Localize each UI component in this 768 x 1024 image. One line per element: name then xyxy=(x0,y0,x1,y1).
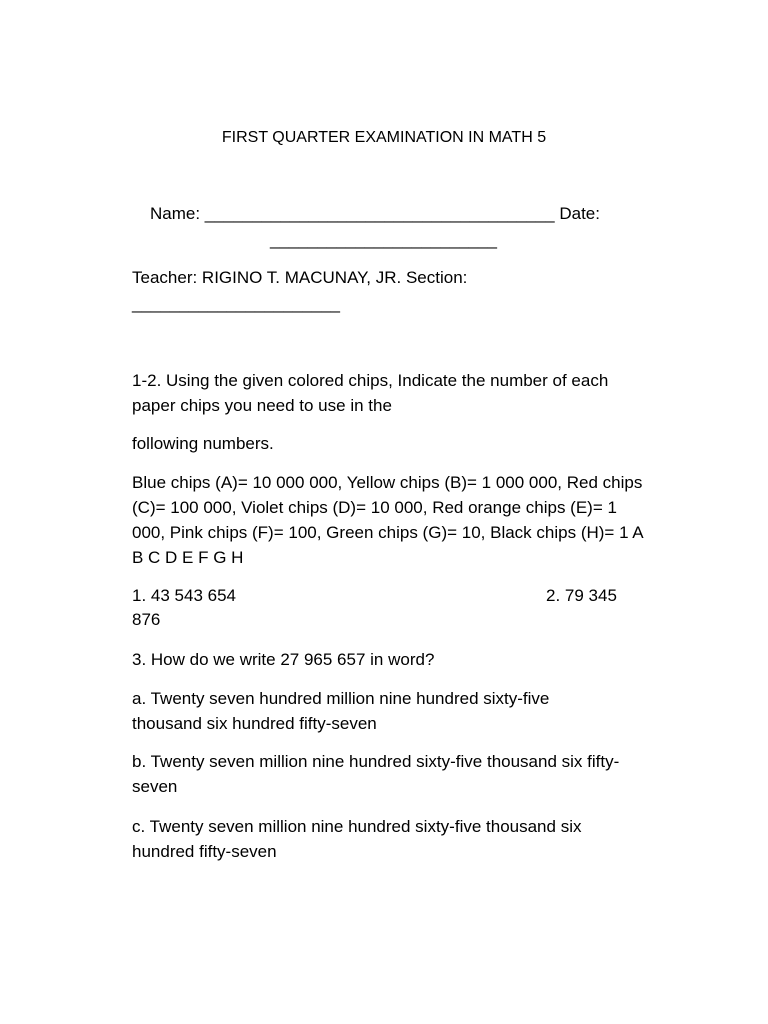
item-2-continued: 876 xyxy=(132,610,161,629)
teacher-section-line: Teacher: RIGINO T. MACUNAY, JR. Section: xyxy=(132,268,468,287)
choice-a: a. Twenty seven hundred million nine hundred sixty-five thousand six hundred fifty-seven xyxy=(132,689,550,733)
name-date-line: Name: _____________________________________ Date: xyxy=(150,204,600,223)
exam-title: FIRST QUARTER EXAMINATION IN MATH 5 xyxy=(221,129,547,146)
choice-b: b. Twenty seven million nine hundred sixty-five thousand six fifty-seven xyxy=(132,752,620,796)
item-2: 2. 79 345 xyxy=(546,586,617,605)
question-1-2-prompt-continued: following numbers. xyxy=(132,434,274,453)
question-1-2-prompt: 1-2. Using the given colored chips, Indicate the number of each paper chips you need to use in the xyxy=(132,371,609,415)
question-3-prompt: 3. How do we write 27 965 657 in word? xyxy=(132,650,435,669)
chips-description: Blue chips (A)= 10 000 000, Yellow chips (B)= 1 000 000, Red chips (C)= 100 000, Violet chips (D)= 10 000, Red orange chips (E)= 1 000, Pink chips (F)= 100, Green chips (G)= 10, Black chips (H)= 1 A B C D E F G H xyxy=(132,473,643,567)
section-blank: ______________________ xyxy=(132,294,341,313)
date-blank: ________________________ xyxy=(270,230,497,249)
choice-c: c. Twenty seven million nine hundred sixty-five thousand six hundred fifty-seven xyxy=(132,817,582,861)
item-1: 1. 43 543 654 xyxy=(132,586,236,605)
